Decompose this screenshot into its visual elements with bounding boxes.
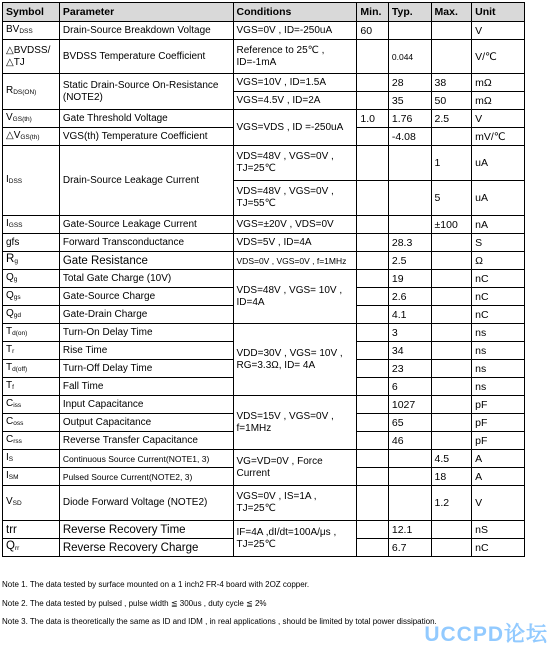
typ-cell (388, 468, 431, 486)
typ-cell: 2.6 (388, 288, 431, 306)
typ-cell: 6.7 (388, 539, 431, 557)
unit-cell: ns (472, 324, 525, 342)
typ-cell (388, 486, 431, 521)
typ-cell: 12.1 (388, 521, 431, 539)
max-cell (431, 40, 472, 74)
unit-cell: Ω (472, 252, 525, 270)
max-cell: 4.5 (431, 450, 472, 468)
max-cell (431, 539, 472, 557)
unit-cell: S (472, 234, 525, 252)
min-cell (357, 146, 388, 181)
unit-cell: pF (472, 414, 525, 432)
symbol-cell: $I_{GSS}$ (3, 216, 60, 234)
symbol-cell: $C_{iss}$ (3, 396, 60, 414)
parameter-cell: Reverse Transfer Capacitance (59, 432, 233, 450)
table-row (3, 396, 525, 414)
min-cell (357, 288, 388, 306)
parameter-cell: Input Capacitance (59, 396, 233, 414)
max-cell: 5 (431, 181, 472, 216)
col-unit: Unit (472, 3, 525, 22)
parameter-cell: Turn-On Delay Time (59, 324, 233, 342)
symbol-cell: $I_{SM}$ (3, 468, 60, 486)
table-row (3, 110, 525, 128)
max-cell (431, 360, 472, 378)
note-3: Note 3. The data is theoretically the same as ID and IDM , in real applications , should be limited by total power dissipation. (2, 617, 437, 626)
condition-cell: Reference to 25℃ , ID=-1mA (233, 40, 357, 74)
typ-cell: 3 (388, 324, 431, 342)
max-cell (431, 252, 472, 270)
typ-cell: 65 (388, 414, 431, 432)
unit-cell: uA (472, 181, 525, 216)
condition-cell: IF=4A ,dI/dt=100A/μs , TJ=25℃ (233, 521, 357, 557)
table-row (3, 252, 525, 270)
condition-cell: VDS=48V , VGS= 10V , ID=4A (233, 270, 357, 324)
max-cell (431, 234, 472, 252)
min-cell (357, 539, 388, 557)
min-cell (357, 450, 388, 468)
symbol-cell: △BVDSS/△TJ (3, 40, 60, 74)
max-cell (431, 22, 472, 40)
typ-cell: 6 (388, 378, 431, 396)
min-cell (357, 468, 388, 486)
unit-cell: V (472, 22, 525, 40)
typ-cell: 1027 (388, 396, 431, 414)
parameter-cell: Diode Forward Voltage (NOTE2) (59, 486, 233, 521)
unit-cell: A (472, 468, 525, 486)
col-symbol: Symbol (3, 3, 60, 22)
table-row (3, 486, 525, 521)
typ-cell: 28 (388, 74, 431, 92)
max-cell (431, 270, 472, 288)
parameter-cell: Fall Time (59, 378, 233, 396)
note-2: Note 2. The data tested by pulsed , pulse width ≦ 300us , duty cycle ≦ 2% (2, 599, 267, 608)
parameter-cell: Gate-Source Leakage Current (59, 216, 233, 234)
parameter-cell: Gate Threshold Voltage (59, 110, 233, 128)
parameter-cell: Gate Resistance (59, 252, 233, 270)
max-cell: 1 (431, 146, 472, 181)
condition-cell: VDD=30V , VGS= 10V , RG=3.3Ω, ID= 4A (233, 324, 357, 396)
unit-cell: pF (472, 396, 525, 414)
parameter-cell: Rise Time (59, 342, 233, 360)
max-cell: 1.2 (431, 486, 472, 521)
unit-cell: uA (472, 146, 525, 181)
min-cell (357, 342, 388, 360)
typ-cell: 19 (388, 270, 431, 288)
symbol-cell: $T_r$ (3, 342, 60, 360)
col-conditions: Conditions (233, 3, 357, 22)
typ-cell: -4.08 (388, 128, 431, 146)
max-cell: 50 (431, 92, 472, 110)
typ-cell: 46 (388, 432, 431, 450)
parameter-cell: Total Gate Charge (10V) (59, 270, 233, 288)
typ-cell: 28.3 (388, 234, 431, 252)
condition-cell: VDS=48V , VGS=0V , TJ=55℃ (233, 181, 357, 216)
typ-cell: 23 (388, 360, 431, 378)
min-cell (357, 252, 388, 270)
unit-cell: A (472, 450, 525, 468)
unit-cell: nS (472, 521, 525, 539)
min-cell (357, 270, 388, 288)
symbol-cell: $I_S$ (3, 450, 60, 468)
table-row (3, 146, 525, 181)
min-cell (357, 414, 388, 432)
condition-cell: VGS=4.5V , ID=2A (233, 92, 357, 110)
min-cell (357, 378, 388, 396)
unit-cell: pF (472, 432, 525, 450)
note-1: Note 1. The data tested by surface mounted on a 1 inch2 FR-4 board with 2OZ copper. (2, 580, 310, 589)
min-cell (357, 360, 388, 378)
parameter-cell: Continuous Source Current(NOTE1, 3) (59, 450, 233, 468)
parameter-cell: Reverse Recovery Charge (59, 539, 233, 557)
condition-cell: VGS=10V , ID=1.5A (233, 74, 357, 92)
table-row (3, 521, 525, 539)
parameter-cell: Gate-Drain Charge (59, 306, 233, 324)
parameter-cell: Pulsed Source Current(NOTE2, 3) (59, 468, 233, 486)
min-cell (357, 432, 388, 450)
symbol-cell: $R_g$ (3, 252, 60, 270)
unit-cell: ns (472, 342, 525, 360)
typ-cell: 35 (388, 92, 431, 110)
table-row (3, 234, 525, 252)
max-cell: 18 (431, 468, 472, 486)
header-row (3, 3, 525, 22)
condition-cell: VG=VD=0V , Force Current (233, 450, 357, 486)
typ-cell: 34 (388, 342, 431, 360)
typ-cell: 2.5 (388, 252, 431, 270)
unit-cell: V/℃ (472, 40, 525, 74)
unit-cell: nC (472, 270, 525, 288)
typ-cell (388, 450, 431, 468)
symbol-cell: trr (3, 521, 60, 539)
table-row (3, 324, 525, 342)
max-cell (431, 521, 472, 539)
symbol-cell: $R_{DS(ON)}$ (3, 74, 60, 110)
max-cell (431, 288, 472, 306)
electrical-characteristics-table (2, 2, 525, 557)
col-min: Min. (357, 3, 388, 22)
typ-cell: 4.1 (388, 306, 431, 324)
parameter-cell: Static Drain-Source On-Resistance (NOTE2) (59, 74, 233, 110)
min-cell (357, 181, 388, 216)
typ-cell (388, 146, 431, 181)
typ-cell (388, 181, 431, 216)
min-cell (357, 521, 388, 539)
parameter-cell: BVDSS Temperature Coefficient (59, 40, 233, 74)
table-row (3, 40, 525, 74)
min-cell (357, 74, 388, 92)
unit-cell: nC (472, 539, 525, 557)
symbol-cell: $Q_g$ (3, 270, 60, 288)
symbol-cell: $Q_{rr}$ (3, 539, 60, 557)
typ-cell (388, 22, 431, 40)
unit-cell: ns (472, 378, 525, 396)
col-max: Max. (431, 3, 472, 22)
condition-cell: VGS=0V , ID=-250uA (233, 22, 357, 40)
condition-cell: VGS=±20V , VDS=0V (233, 216, 357, 234)
symbol-cell: $T_{d(on)}$ (3, 324, 60, 342)
table-row (3, 74, 525, 92)
watermark: UCCPD论坛 (424, 623, 548, 646)
symbol-cell: $Q_{gs}$ (3, 288, 60, 306)
max-cell (431, 306, 472, 324)
symbol-cell: $C_{oss}$ (3, 414, 60, 432)
min-cell (357, 92, 388, 110)
typ-cell (388, 216, 431, 234)
max-cell (431, 396, 472, 414)
condition-cell: VGS=0V , IS=1A , TJ=25℃ (233, 486, 357, 521)
typ-cell: 0.044 (388, 40, 431, 74)
col-parameter: Parameter (59, 3, 233, 22)
symbol-cell: gfs (3, 234, 60, 252)
symbol-cell: $\triangle V_{GS(th)}$ (3, 128, 60, 146)
unit-cell: ns (472, 360, 525, 378)
unit-cell: mΩ (472, 74, 525, 92)
parameter-cell: Forward Transconductance (59, 234, 233, 252)
min-cell (357, 486, 388, 521)
max-cell: ±100 (431, 216, 472, 234)
min-cell (357, 324, 388, 342)
parameter-cell: Gate-Source Charge (59, 288, 233, 306)
table-row (3, 22, 525, 40)
parameter-cell: VGS(th) Temperature Coefficient (59, 128, 233, 146)
unit-cell: V (472, 486, 525, 521)
min-cell (357, 396, 388, 414)
parameter-cell: Turn-Off Delay Time (59, 360, 233, 378)
symbol-cell: $T_f$ (3, 378, 60, 396)
condition-cell: VDS=48V , VGS=0V , TJ=25℃ (233, 146, 357, 181)
max-cell: 2.5 (431, 110, 472, 128)
unit-cell: V (472, 110, 525, 128)
table-row (3, 216, 525, 234)
max-cell (431, 378, 472, 396)
max-cell (431, 324, 472, 342)
unit-cell: mV/℃ (472, 128, 525, 146)
condition-cell: VDS=0V , VGS=0V , f=1MHz (233, 252, 357, 270)
unit-cell: nC (472, 288, 525, 306)
symbol-cell: $Q_{gd}$ (3, 306, 60, 324)
col-typ: Typ. (388, 3, 431, 22)
condition-cell: VDS=5V , ID=4A (233, 234, 357, 252)
min-cell (357, 40, 388, 74)
max-cell (431, 128, 472, 146)
typ-cell: 1.76 (388, 110, 431, 128)
symbol-cell: $I_{DSS}$ (3, 146, 60, 216)
min-cell (357, 306, 388, 324)
symbol-cell: $V_{GS(th)}$ (3, 110, 60, 128)
max-cell (431, 414, 472, 432)
symbol-cell: $T_{d(off)}$ (3, 360, 60, 378)
min-cell (357, 128, 388, 146)
unit-cell: nC (472, 306, 525, 324)
symbol-cell: $V_{SD}$ (3, 486, 60, 521)
parameter-cell: Drain-Source Breakdown Voltage (59, 22, 233, 40)
min-cell: 1.0 (357, 110, 388, 128)
condition-cell: VDS=15V , VGS=0V , f=1MHz (233, 396, 357, 450)
parameter-cell: Drain-Source Leakage Current (59, 146, 233, 216)
unit-cell: mΩ (472, 92, 525, 110)
condition-cell: VGS=VDS , ID =-250uA (233, 110, 357, 146)
symbol-cell: $C_{rss}$ (3, 432, 60, 450)
parameter-cell: Reverse Recovery Time (59, 521, 233, 539)
unit-cell: nA (472, 216, 525, 234)
min-cell: 60 (357, 22, 388, 40)
min-cell (357, 234, 388, 252)
max-cell: 38 (431, 74, 472, 92)
max-cell (431, 342, 472, 360)
symbol-cell: $BV_{DSS}$ (3, 22, 60, 40)
table-row (3, 450, 525, 468)
parameter-cell: Output Capacitance (59, 414, 233, 432)
max-cell (431, 432, 472, 450)
min-cell (357, 216, 388, 234)
table-row (3, 270, 525, 288)
